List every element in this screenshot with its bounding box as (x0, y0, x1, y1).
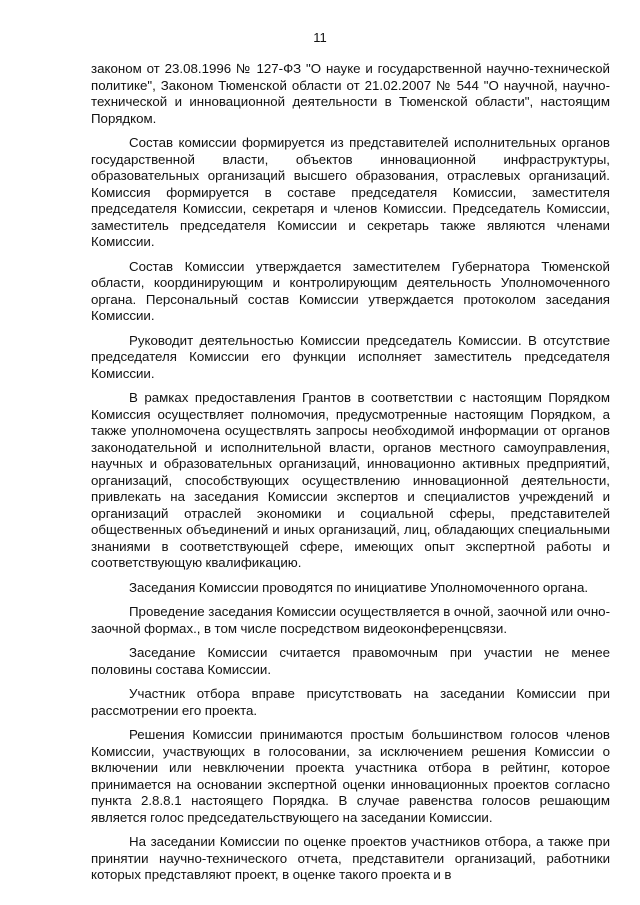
paragraph: Заседание Комиссии считается правомочным при участии не менее половины состава Комиссии. (91, 645, 610, 677)
paragraph: Состав комиссии формируется из представителей исполнительных органов государственной власти, объектов инновационной инфраструктуры, образовательных организаций высшего образования, отраслевых организаций. Комиссия формируется в составе председателя Комиссии, заместителя председателя Комиссии, секретаря и членов Комиссии. Председатель Комиссии, заместитель председателя Комиссии и секретарь также являются членами Комиссии. (91, 135, 610, 249)
paragraph: Руководит деятельностью Комиссии председатель Комиссии. В отсутствие председателя Комиссии его функции исполняет заместитель председателя Комиссии. (91, 332, 610, 381)
document-body (91, 61, 610, 892)
paragraph: На заседании Комиссии по оценке проектов участников отбора, а также при принятии научно-технического отчета, представители организаций, работники которых представляют проект, в оценке такого проекта и в (91, 834, 610, 882)
paragraph: Решения Комиссии принимаются простым большинством голосов членов Комиссии, участвующих в голосовании, за исключением решения Комиссии о включении или невключении проекта участника отбора в рейтинг, которое принимается на основании экспертной оценки инновационных проектов согласно пункта 2.8.8.1 настоящего Порядка. В случае равенства голосов решающим является голос председательствующего на заседании Комиссии. (91, 727, 610, 825)
paragraph: Заседания Комиссии проводятся по инициативе Уполномоченного органа. (129, 579, 589, 595)
paragraph: законом от 23.08.1996 № 127-ФЗ "О науке и государственной научно-технической политике", Законом Тюменской области от 21.02.2007 № 544 "О научной, научно-технической и инновационной деятельности в Тюменской области", настоящим Порядком. (91, 61, 610, 126)
page-number: 11 (313, 30, 327, 45)
paragraph: Проведение заседания Комиссии осуществляется в очной, заочной или очно-заочной формах., в том числе посредством видеоконференцсвязи. (91, 604, 610, 636)
paragraph: В рамках предоставления Грантов в соответствии с настоящим Порядком Комиссия осуществляет полномочия, предусмотренные настоящим Порядком, а также уполномочена осуществлять запросы необходимой информации от органов законодательной и исполнительной власти, органов местного самоуправления, научных и образовательных организаций, инновационно активных предприятий, организаций, способствующих осуществлению инновационной деятельности, привлекать на заседания Комиссии экспертов и специалистов учреждений и организаций отраслей экономики и социальной сферы, представителей общественных объединений и иных организаций, лиц, обладающих специальными знаниями в соответствующей сфере, имеющих опыт экспертной работы и соответствующую квалификацию. (91, 390, 610, 570)
paragraph: Состав Комиссии утверждается заместителем Губернатора Тюменской области, координирующим и контролирующим деятельность Уполномоченного органа. Персональный состав Комиссии утверждается протоколом заседания Комиссии. (91, 258, 610, 323)
paragraph: Участник отбора вправе присутствовать на заседании Комиссии при рассмотрении его проекта. (91, 686, 610, 718)
